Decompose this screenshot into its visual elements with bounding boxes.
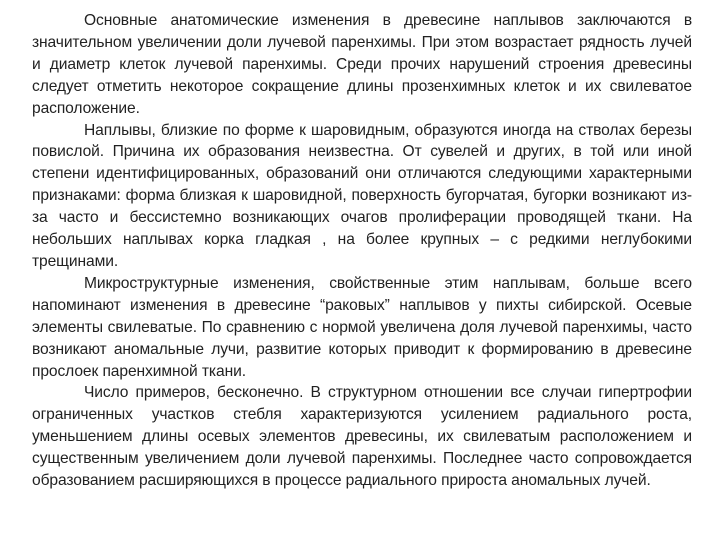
- document-page: [32, 10, 692, 535]
- paragraph-3: Микроструктурные изменения, свойственные этим наплывам, больше всего напоминают изменения в древесине “раковых” наплывов у пихты сибирской. Осевые элементы свилеватые. По сравнению с нормой увеличена доля лучевой паренхимы, часто возникают аномальные лучи, развитие которых приводит к формированию в древесине прослоек паренхимной ткани.: [32, 274, 692, 380]
- paragraph-2: Наплывы, близкие по форме к шаровидным, образуются иногда на стволах березы повислой. Причина их образования неизвестна. От сувелей и других, в той или иной степени идентифицированных, образований они отличаются следующими характерными признаками: форма близкая к шаровидной, поверхность бугорчатая, бугорки возникают из-за часто и бессистемно возникающих очагов пролиферации проводящей ткани. На небольших наплывах корка гладкая , на более крупных – с редкими неглубокими трещинами.: [32, 121, 692, 270]
- paragraph-1: Основные анатомические изменения в древесине наплывов заключаются в значительном увеличении доли лучевой паренхимы. При этом возрастает рядность лучей и диаметр клеток лучевой паренхимы. Среди прочих нарушений строения древесины следует отметить некоторое сокращение длины прозенхимных клеток и их свилеватое расположение.: [32, 12, 692, 117]
- paragraph-4: Число примеров, бесконечно. В структурном отношении все случаи гипертрофии ограниченных участков стебля характеризуются усилением радиального роста, уменьшением длины осевых элементов древесины, их свилеватым расположением и существенным увеличением доли лучевой паренхимы. Последнее часто сопровождается образованием расширяющихся в процессе радиального прироста аномальных лучей.: [32, 384, 692, 490]
